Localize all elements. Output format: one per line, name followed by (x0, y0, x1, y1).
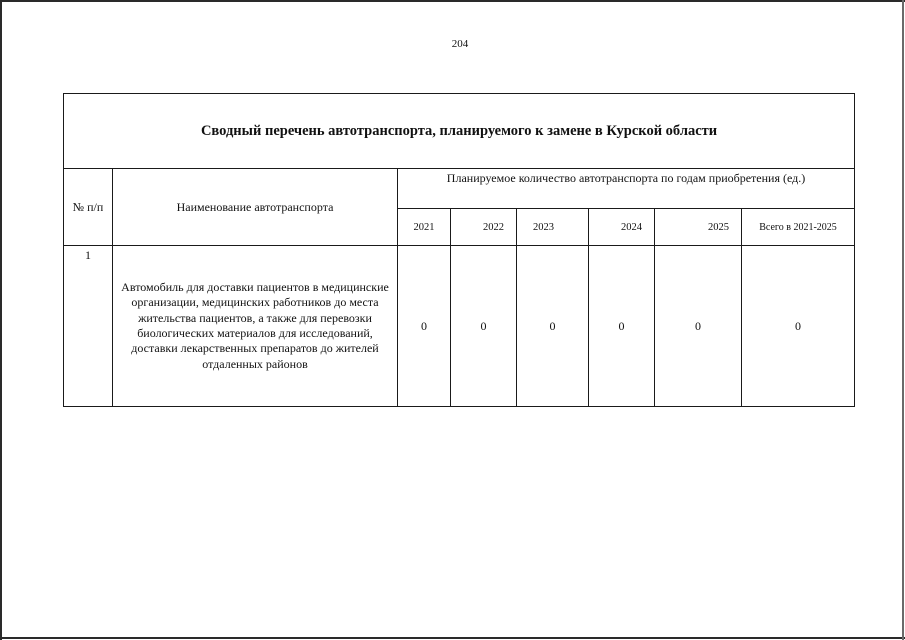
scan-border-top (0, 0, 905, 2)
header-year-2021: 2021 (398, 209, 451, 246)
row-vehicle-name: Автомобиль для доставки пациентов в медицинские организации, медицинских работников до места жительства пациентов, а также для перевозки биологических материалов для исследований, доставки лекарственных препаратов до жителей отдаленных районов (113, 246, 398, 407)
header-planned-quantity: Планируемое количество автотранспорта по годам приобретения (ед.) (398, 169, 855, 209)
vehicle-replacement-table (63, 93, 855, 407)
document-title: Сводный перечень автотранспорта, планируемого к замене в Курской области (64, 94, 855, 169)
row-number: 1 (64, 246, 113, 407)
scan-border-right (902, 0, 904, 640)
scan-border-bottom (0, 637, 905, 639)
row-value-2024: 0 (589, 246, 655, 407)
header-number: № п/п (64, 169, 113, 246)
header-vehicle-name: Наименование автотранспорта (113, 169, 398, 246)
header-year-2023: 2023 (517, 209, 589, 246)
header-year-2025: 2025 (655, 209, 742, 246)
row-total: 0 (742, 246, 855, 407)
row-value-2023: 0 (517, 246, 589, 407)
header-year-2024: 2024 (589, 209, 655, 246)
row-value-2021: 0 (398, 246, 451, 407)
table-row (64, 246, 855, 407)
page-number: 204 (451, 38, 469, 50)
header-total: Всего в 2021-2025 (742, 209, 855, 246)
header-year-2022: 2022 (451, 209, 517, 246)
row-value-2025: 0 (655, 246, 742, 407)
scan-border-left (0, 0, 2, 640)
row-value-2022: 0 (451, 246, 517, 407)
